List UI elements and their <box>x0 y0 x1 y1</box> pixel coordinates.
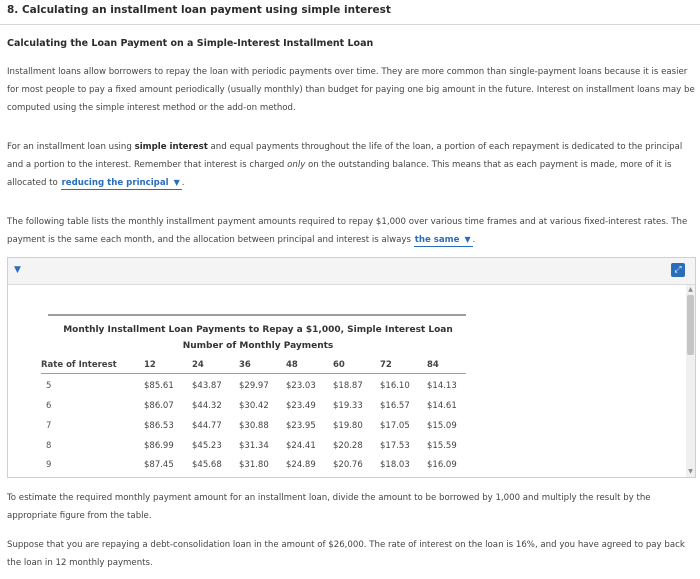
table-cell: $15.59 <box>427 441 457 451</box>
column-header: 24 <box>192 360 204 370</box>
instructions-paragraph: To estimate the required monthly payment amount for an installment loan, divide the amount to be borrowed by 1,000 and multiply the result by the appropriate figure from the table. <box>7 493 651 521</box>
table-cell: $43.87 <box>192 381 222 391</box>
table-cell: $45.68 <box>192 460 222 470</box>
rate-cell: 6 <box>46 401 52 411</box>
table-cell: $20.76 <box>333 460 363 470</box>
rate-header: Rate of Interest <box>41 360 117 370</box>
rate-cell: 9 <box>46 460 52 470</box>
table-cell: $31.34 <box>239 441 269 451</box>
header-rule <box>41 373 466 374</box>
table-cell: $23.03 <box>286 381 316 391</box>
table-intro-paragraph: The following table lists the monthly installment payment amounts required to repay $1,000 over various time frames and at various fixed-interest rates. The payment is the same each month, and the allocation between principal and interest is always the same ▼ . <box>7 217 688 245</box>
table-cell: $16.09 <box>427 460 457 470</box>
intro-paragraph: Installment loans allow borrowers to repay the loan with periodic payments over time. They are more common than single-payment loans because it is easier for most people to pay a fixed amount periodically (usually monthly) than budget for paying one big amount in the future. Interest on installment loans may be computed using the simple interest method or the add-on method. <box>7 67 695 113</box>
collapse-triangle-icon[interactable]: ▼ <box>14 265 21 275</box>
table-cell: $30.42 <box>239 401 269 411</box>
table-cell: $86.53 <box>144 421 174 431</box>
table-cell: $45.23 <box>192 441 222 451</box>
table-cell: $20.28 <box>333 441 363 451</box>
expand-icon[interactable]: ⤢ <box>671 263 685 277</box>
column-header: 36 <box>239 360 251 370</box>
principal-paragraph: For an installment loan using simple interest and equal payments throughout the life of the loan, a portion of each repayment is dedicated to the principal and a portion to the interest. Remember that interest is charged only on the outstanding balance. This means that as each payment is made, more of it is allocated to reducing the principal ▼ . <box>7 142 683 188</box>
table-cell: $85.61 <box>144 381 174 391</box>
table-cell: $19.80 <box>333 421 363 431</box>
table-cell: $23.95 <box>286 421 316 431</box>
allocation-constancy-dropdown[interactable]: the same ▼ <box>414 235 471 245</box>
scroll-up-icon[interactable]: ▲ <box>688 286 693 293</box>
table-scroll-area[interactable] <box>8 285 686 477</box>
rate-cell: 7 <box>46 421 52 431</box>
column-header: 72 <box>380 360 392 370</box>
table-cell: $86.99 <box>144 441 174 451</box>
table-cell: $14.13 <box>427 381 457 391</box>
table-cell: $17.05 <box>380 421 410 431</box>
table-cell: $16.10 <box>380 381 410 391</box>
divider <box>0 24 700 25</box>
section-title: Calculating the Loan Payment on a Simple-Interest Installment Loan <box>7 38 374 49</box>
table-cell: $29.97 <box>239 381 269 391</box>
caret-down-icon: ▼ <box>464 235 471 244</box>
table-cell: $15.09 <box>427 421 457 431</box>
table-title: Monthly Installment Loan Payments to Repay a $1,000, Simple Interest Loan Number of Monthly Payments <box>63 325 453 351</box>
table-cell: $44.77 <box>192 421 222 431</box>
column-header: 60 <box>333 360 345 370</box>
column-header: 12 <box>144 360 156 370</box>
table-cell: $44.32 <box>192 401 222 411</box>
table-cell: $16.57 <box>380 401 410 411</box>
table-cell: $18.03 <box>380 460 410 470</box>
panel-header <box>8 258 695 285</box>
table-cell: $18.87 <box>333 381 363 391</box>
table-cell: $31.80 <box>239 460 269 470</box>
table-cell: $19.33 <box>333 401 363 411</box>
table-cell: $17.53 <box>380 441 410 451</box>
scroll-thumb[interactable] <box>687 295 694 355</box>
table-cell: $86.07 <box>144 401 174 411</box>
allocation-dropdown[interactable]: reducing the principal ▼ <box>61 178 180 188</box>
question-title: 8. Calculating an installment loan payment using simple interest <box>7 4 391 16</box>
table-cell: $24.41 <box>286 441 316 451</box>
table-cell: $30.88 <box>239 421 269 431</box>
rate-cell: 5 <box>46 381 52 391</box>
table-cell: $87.45 <box>144 460 174 470</box>
rate-cell: 8 <box>46 441 52 451</box>
table-top-rule <box>48 314 466 316</box>
table-panel <box>7 257 696 478</box>
column-header: 84 <box>427 360 439 370</box>
vertical-scrollbar[interactable] <box>686 285 695 477</box>
table-cell: $14.61 <box>427 401 457 411</box>
caret-down-icon: ▼ <box>173 178 180 187</box>
column-header: 48 <box>286 360 298 370</box>
table-cell: $23.49 <box>286 401 316 411</box>
scenario-paragraph: Suppose that you are repaying a debt-consolidation loan in the amount of $26,000. The rate of interest on the loan is 16%, and you have agreed to pay back the loan in 12 monthly payments. <box>7 540 685 568</box>
table-cell: $24.89 <box>286 460 316 470</box>
scroll-down-icon[interactable]: ▼ <box>688 468 693 475</box>
